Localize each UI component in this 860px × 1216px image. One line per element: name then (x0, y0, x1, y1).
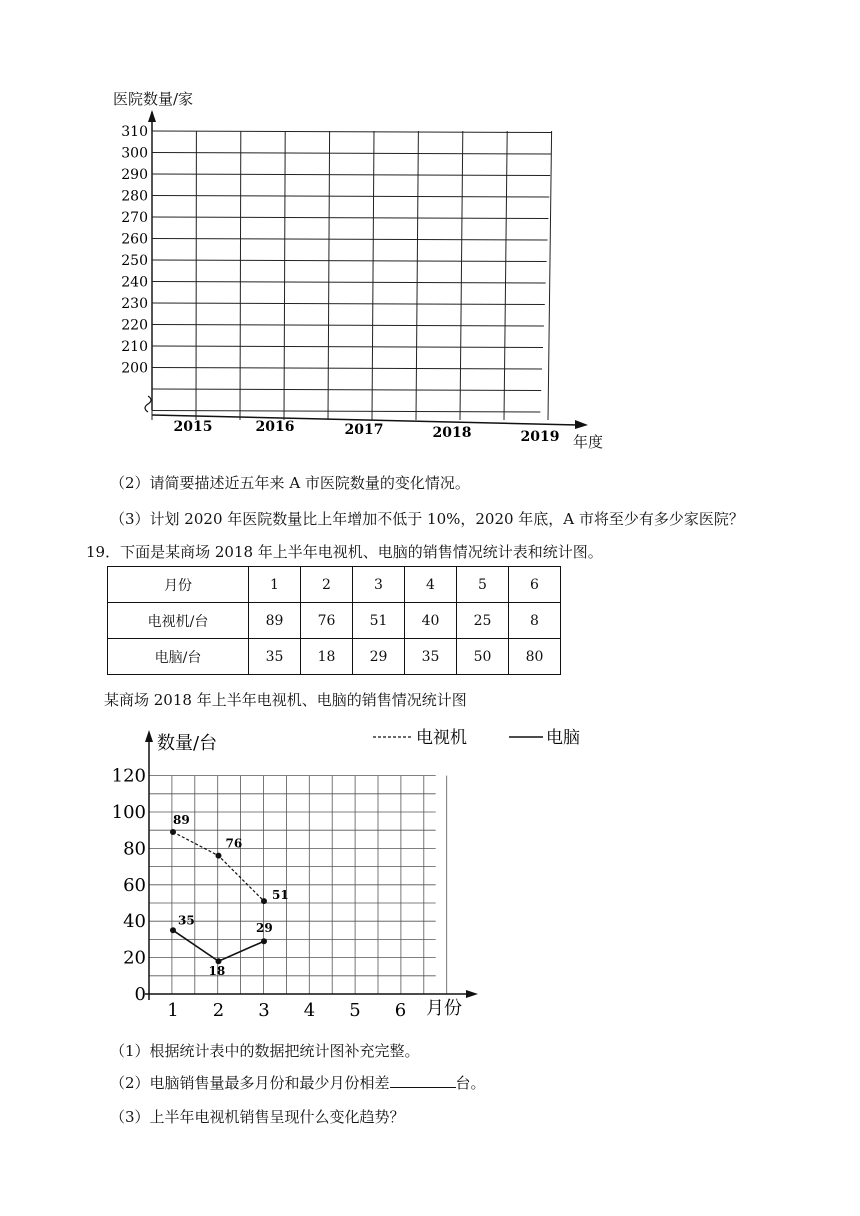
x-axis-arrow (466, 990, 478, 998)
x-tick-label: 4 (303, 1000, 316, 1021)
table-row (108, 603, 561, 639)
axis-break (145, 396, 151, 412)
row-header: 电视机/台 (108, 603, 249, 639)
table-cell: 40 (405, 603, 457, 639)
data-point (170, 927, 176, 933)
legend-label-tv: 电视机 (416, 728, 467, 748)
grid-h-line (152, 217, 548, 219)
y-tick-label: 300 (121, 145, 148, 162)
sales-table (107, 566, 561, 675)
grid-h-line (152, 260, 547, 262)
y-tick-label: 210 (121, 339, 148, 355)
chart1-ylabel: 医院数量/家 (113, 90, 194, 108)
y-tick-label: 270 (121, 210, 148, 226)
q19-part1: （1）根据统计表中的数据把统计图补充完整。 (110, 1042, 420, 1060)
y-axis-arrow (145, 730, 153, 742)
data-point (216, 853, 222, 859)
q19-chart-title: 某商场 2018 年上半年电视机、电脑的销售情况统计图 (104, 691, 467, 709)
chart1-xlabel: 年度 (573, 433, 604, 451)
grid-h-line (152, 346, 543, 348)
grid-h-line (152, 282, 546, 284)
grid-h-line (152, 325, 544, 327)
y-tick-label: 80 (123, 838, 146, 860)
x-tick-label: 5 (349, 1000, 361, 1021)
y-tick-label: 290 (121, 167, 148, 183)
data-label: 35 (178, 913, 195, 928)
x-tick-label: 6 (394, 1000, 407, 1021)
table-cell: 1 (249, 567, 301, 603)
x-tick-label: 3 (258, 1000, 270, 1021)
x-tick-label: 2016 (255, 419, 295, 435)
table-cell: 2 (301, 567, 353, 603)
table-cell: 35 (405, 639, 457, 675)
row-header: 月份 (108, 567, 249, 603)
q19-intro-line (86, 541, 603, 562)
hospital-grid-chart (0, 0, 860, 470)
sales-line-chart (0, 720, 860, 1030)
y-tick-label: 120 (111, 765, 146, 787)
grid-h-line (152, 368, 542, 370)
answer-blank[interactable] (390, 1073, 456, 1088)
data-point (170, 829, 176, 835)
grid-v-line (504, 131, 507, 420)
x-tick-label: 2017 (344, 422, 384, 438)
table-cell: 5 (457, 567, 509, 603)
table-cell: 25 (457, 603, 509, 639)
x-axis-label: 月份 (426, 998, 462, 1019)
table-cell: 6 (509, 567, 561, 603)
table-cell: 18 (301, 639, 353, 675)
row-header: 电脑/台 (108, 639, 249, 675)
q19-part2-before: （2）电脑销售量最多月份和最少月份相差 (110, 1074, 390, 1092)
y-tick-label: 250 (121, 253, 148, 269)
grid-h-line (152, 411, 540, 413)
table-cell: 29 (353, 639, 405, 675)
q19-part2-line (110, 1072, 486, 1093)
data-point (261, 938, 267, 944)
table-cell: 89 (249, 603, 301, 639)
y-axis-label: 数量/台 (157, 733, 218, 754)
table-cell: 80 (509, 639, 561, 675)
grid-h-line (152, 131, 552, 133)
grid-h-line (152, 174, 550, 176)
q18-part2: （2）请简要描述近五年来 A 市医院数量的变化情况。 (110, 474, 470, 492)
x-axis-arrow (575, 420, 588, 429)
data-label: 18 (208, 964, 226, 979)
question-number: 19． (86, 543, 121, 561)
table-row (108, 567, 561, 603)
table-cell: 35 (249, 639, 301, 675)
table-row (108, 639, 561, 675)
grid-h-line (152, 303, 545, 305)
y-tick-label: 20 (123, 947, 146, 969)
legend-label-pc: 电脑 (546, 728, 580, 748)
grid-v-line (416, 131, 418, 420)
grid-v-line (548, 131, 552, 420)
table-cell: 76 (301, 603, 353, 639)
y-axis-arrow (148, 110, 156, 122)
q18-part3: （3）计划 2020 年医院数量比上年增加不低于 10%，2020 年底，A 市将至少有多少家医院？ (110, 510, 744, 528)
y-tick-label: 240 (121, 274, 148, 291)
x-tick-label: 2018 (432, 425, 472, 441)
q19-intro: 下面是某商场 2018 年上半年电视机、电脑的销售情况统计表和统计图。 (120, 543, 603, 561)
table-cell: 4 (405, 567, 457, 603)
x-tick-label: 2019 (520, 429, 560, 445)
data-label: 89 (173, 813, 190, 828)
data-label: 29 (256, 921, 273, 936)
y-tick-label: 220 (121, 317, 148, 334)
data-point (261, 898, 267, 904)
y-tick-label: 310 (121, 124, 148, 140)
series-pc-line (173, 930, 264, 961)
grid-h-line (152, 389, 541, 391)
y-tick-label: 40 (123, 911, 146, 933)
y-tick-label: 230 (121, 296, 148, 312)
x-tick-label: 2 (212, 1000, 225, 1021)
data-label: 51 (272, 888, 289, 903)
grid-v-line (460, 131, 463, 420)
y-tick-label: 260 (121, 231, 148, 248)
grid-h-line (152, 239, 548, 241)
x-tick-label: 1 (167, 1000, 179, 1021)
grid-h-line (152, 196, 549, 198)
grid-h-line (152, 153, 551, 155)
q19-part2-after: 台。 (455, 1074, 486, 1092)
y-tick-label: 280 (121, 188, 148, 205)
y-tick-label: 200 (121, 360, 148, 377)
y-tick-label: 0 (134, 984, 146, 1005)
table-cell: 8 (509, 603, 561, 639)
x-tick-label: 2015 (173, 419, 213, 435)
y-tick-label: 60 (123, 874, 146, 896)
table-cell: 51 (353, 603, 405, 639)
y-tick-label: 100 (111, 802, 146, 823)
data-label: 76 (225, 836, 243, 851)
q19-part3: （3）上半年电视机销售呈现什么变化趋势？ (110, 1108, 405, 1126)
table-cell: 3 (353, 567, 405, 603)
table-cell: 50 (457, 639, 509, 675)
